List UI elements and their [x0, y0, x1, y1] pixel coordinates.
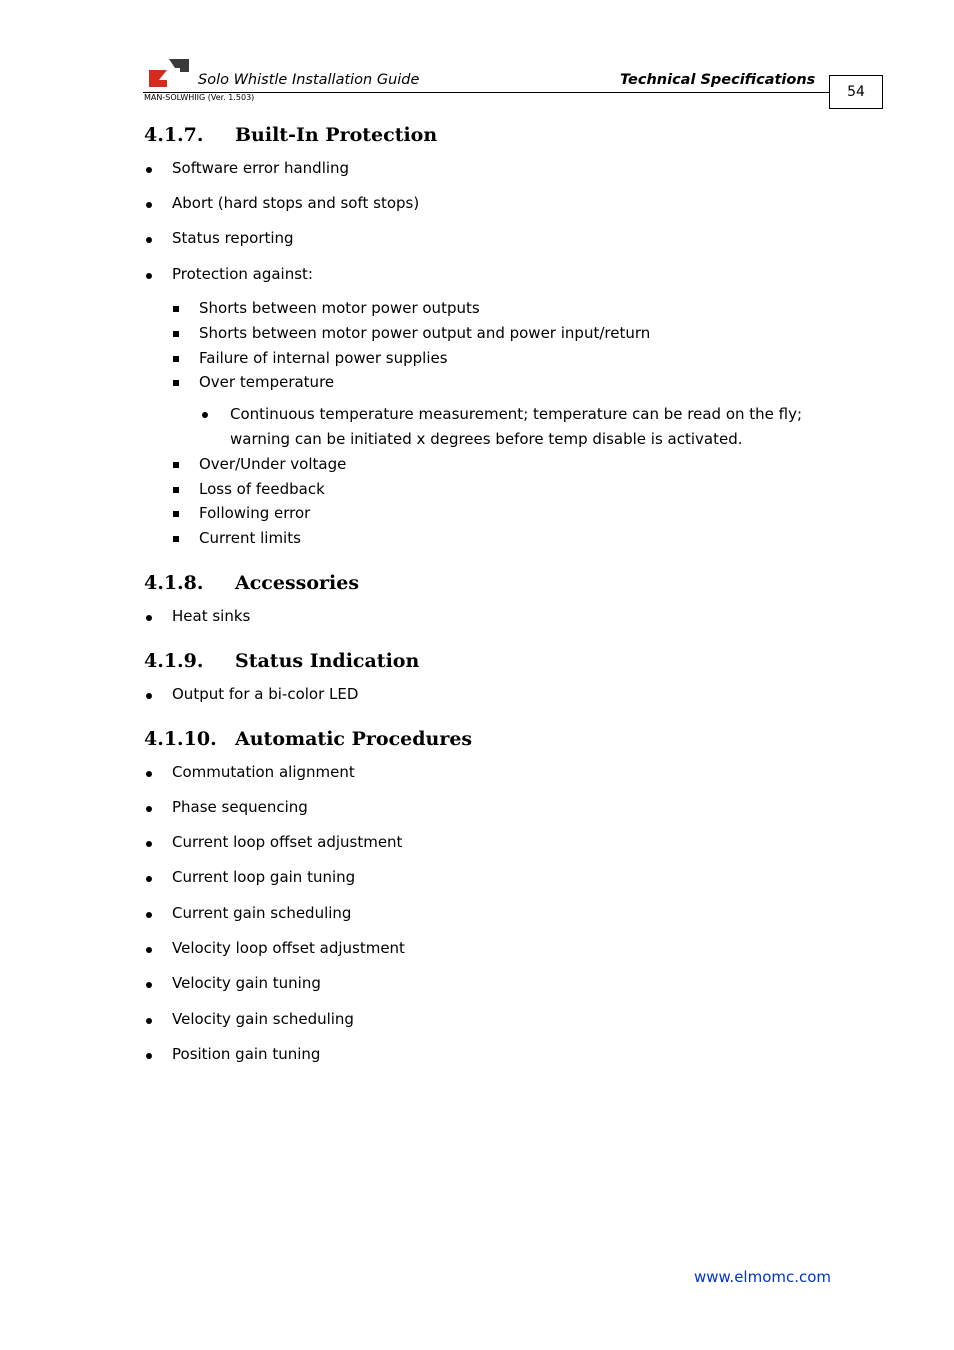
bullet-icon: [146, 912, 152, 918]
list-item: Current loop offset adjustment: [172, 833, 403, 851]
list-item: Output for a bi-color LED: [172, 685, 359, 703]
bullet-icon: [146, 237, 152, 243]
square-bullet-icon: [173, 511, 179, 517]
bullet-icon: [146, 202, 152, 208]
bullet-icon: [146, 876, 152, 882]
sub-list-item: Failure of internal power supplies: [199, 349, 448, 367]
bullet-icon: [146, 771, 152, 777]
bullet-icon: [146, 273, 152, 279]
sub-list-item: Over/Under voltage: [199, 455, 347, 473]
sub-list-item: Loss of feedback: [199, 480, 325, 498]
list-item: Abort (hard stops and soft stops): [172, 194, 420, 212]
list-item: Software error handling: [172, 159, 350, 177]
sub-list-item: Over temperature: [199, 373, 335, 391]
page-number: 54: [829, 75, 883, 109]
section-number: 4.1.8.: [144, 572, 204, 594]
square-bullet-icon: [173, 462, 179, 468]
document-code: MAN-SOLWHIIG (Ver. 1.503): [144, 93, 255, 102]
bullet-icon: [146, 841, 152, 847]
elmo-logo-icon: [149, 58, 189, 88]
sub-list-item: Shorts between motor power output and power input/return: [199, 324, 651, 342]
list-item: Velocity gain tuning: [172, 974, 321, 992]
guide-title: Solo Whistle Installation Guide: [198, 72, 420, 88]
square-bullet-icon: [173, 356, 179, 362]
square-bullet-icon: [173, 331, 179, 337]
square-bullet-icon: [173, 306, 179, 312]
bullet-icon: [146, 1053, 152, 1059]
section-number: 4.1.7.: [144, 124, 204, 146]
list-item: Velocity loop offset adjustment: [172, 939, 405, 957]
section-title: Automatic Procedures: [235, 728, 473, 750]
website-link[interactable]: www.elmomc.com: [694, 1268, 832, 1286]
sub-list-item: Following error: [199, 504, 311, 522]
list-item: Commutation alignment: [172, 763, 355, 781]
sub-list-item: Current limits: [199, 529, 301, 547]
list-item: Position gain tuning: [172, 1045, 321, 1063]
bullet-icon: [146, 947, 152, 953]
sub-list-item: Shorts between motor power outputs: [199, 299, 480, 317]
bullet-icon: [146, 167, 152, 173]
sub-sub-list-item-line: warning can be initiated x degrees before temp disable is activated.: [230, 430, 743, 448]
list-item: Velocity gain scheduling: [172, 1010, 354, 1028]
running-section-title: Technical Specifications: [620, 72, 816, 88]
section-title: Built-In Protection: [235, 124, 438, 146]
bullet-icon: [146, 982, 152, 988]
list-item: Current gain scheduling: [172, 904, 352, 922]
list-item: Heat sinks: [172, 607, 251, 625]
section-number: 4.1.10.: [144, 728, 217, 750]
section-number: 4.1.9.: [144, 650, 204, 672]
section-title: Status Indication: [235, 650, 420, 672]
sub-sub-list-item-line: Continuous temperature measurement; temperature can be read on the fly;: [230, 405, 803, 423]
list-item: Status reporting: [172, 229, 294, 247]
square-bullet-icon: [173, 380, 179, 386]
bullet-icon: [146, 1018, 152, 1024]
bullet-icon: [146, 806, 152, 812]
square-bullet-icon: [173, 536, 179, 542]
list-item: Phase sequencing: [172, 798, 308, 816]
section-title: Accessories: [235, 572, 360, 594]
list-item: Protection against:: [172, 265, 313, 283]
bullet-icon: [202, 412, 208, 418]
bullet-icon: [146, 693, 152, 699]
square-bullet-icon: [173, 487, 179, 493]
list-item: Current loop gain tuning: [172, 868, 356, 886]
bullet-icon: [146, 615, 152, 621]
